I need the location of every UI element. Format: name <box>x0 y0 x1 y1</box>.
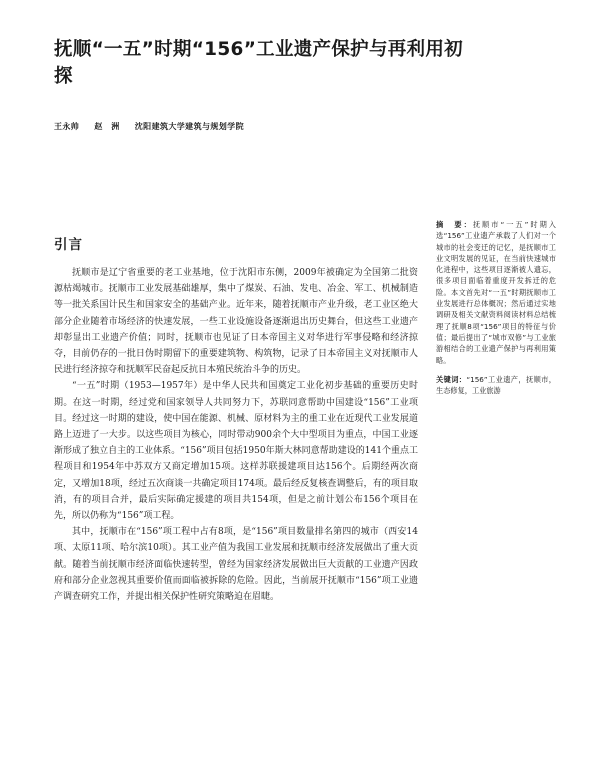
section-heading: 引言 <box>54 237 83 253</box>
abstract-text: 抚顺市“一五”时期入选“156”工业遗产承载了人们对一个城市的社会变迁的记忆，是抚顺市工业文明发展的见证，在当前快速城市化进程中，这些项目逐渐被人遗忘，很多项目面临着重度开发拆迁的危险。本文首先对“一五”时期抚顺市工业发展进行总体概况；然后通过实地调研及相关文献资料阅读材料总结梳理了抚顺8项“156”项目的特征与价值；最后提出了“城市双修”与工业旅游相结合的工业遗产保护与再利用策略。 <box>436 220 556 365</box>
author-affiliation: 沈阳建筑大学建筑与规划学院 <box>134 121 244 131</box>
keywords-block <box>436 374 556 397</box>
abstract-sidebar <box>436 219 556 404</box>
article-body <box>54 265 418 605</box>
author-line <box>54 121 474 132</box>
keywords-text: “156”工业遗产，抚顺市，生态修复，工业旅游 <box>436 374 556 396</box>
keywords-label: 关键词： <box>436 374 467 384</box>
author-name: 王永帅 <box>54 121 80 131</box>
body-paragraph: 抚顺市是辽宁省重要的老工业基地，位于沈阳市东侧，2009年被确定为全国第二批资源枯竭城市。抚顺市工业发展基础雄厚，集中了煤炭、石油、发电、冶金、军工、机械制造等一批关系国计民生和国家安全的基础产业。近年来，随着抚顺市产业升级，老工业区绝大部分企业随着市场经济的快速发展，一些工业设施设备逐渐退出历史舞台，但这些工业遗产却彰显出工业遗产价值；同时，抚顺市也见证了日本帝国主义对华进行军事侵略和经济掠夺，目前仍存的一批日伪时期留下的重要建筑物、构筑物，记录了日本帝国主义对抚顺市人民进行经济掠夺和抚顺军民奋起反抗日本殖民统治斗争的历史。 <box>54 268 418 376</box>
abstract-block <box>436 219 556 366</box>
body-paragraph: 其中，抚顺市在“156”项工程中占有8项，是“156”项目数量排名第四的城市（西安14项、太原11项、哈尔滨10项）。其工业产值为我国工业发展和抚顺市经济发展做出了重大贡献。随着当前抚顺市经济面临快速转型，曾经为国家经济发展做出巨大贡献的工业遗产因政府和部分企业忽视其重要价值而面临被拆除的危险。因此，当前展开抚顺市“156”项工业遗产调查研究工作，并提出相关保护性研究策略迫在眉睫。 <box>54 527 418 603</box>
abstract-label: 摘 要： <box>436 220 473 229</box>
author-name: 赵 洲 <box>94 121 120 131</box>
body-paragraph: “一五”时期（1953—1957年）是中华人民共和国奠定工业化初步基础的重要历史时期。在这一时期，经过党和国家领导人共同努力下，苏联同意帮助中国建设“156”工业项目。经过这一时期的建设，使中国在能源、机械、原材料为主的重工业在近现代工业发展道路上迈进了一大步。以这些项目为核心，同时带动900余个大中型项目为重点，中国工业逐渐形成了独立自主的工业体系。“156”项目包括1950年斯大林同意帮助建设的141个重点工程项目和1954年中苏双方又商定增加15项。这样苏联援建项目达156个。后期经两次商定，又增加18项，经过五次商谈一共确定项目174项。最后经反复核查调整后，有的项目取消，有的项目合并，最后实际确定援建的项目共154项，但是之前计划公布156个项目在先，所以仍称为“156”项工程。 <box>54 381 418 522</box>
article-title: 抚顺“一五”时期“156”工业遗产保护与再利用初探 <box>54 39 463 87</box>
